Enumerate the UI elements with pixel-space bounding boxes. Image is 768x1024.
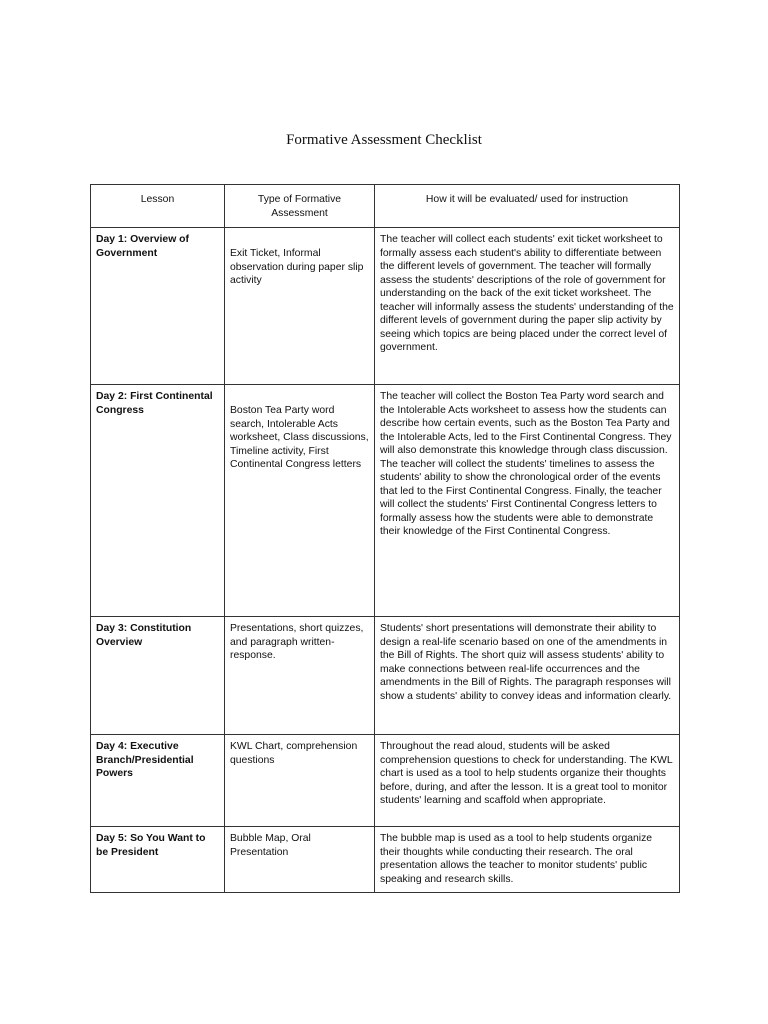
evaluation-cell <box>375 617 680 735</box>
table-row <box>91 827 680 893</box>
lesson-cell <box>91 385 225 617</box>
type-cell <box>225 385 375 617</box>
assessment-type: Boston Tea Party word search, Intolerable Acts worksheet, Class discussions, Timeline activity, First Continental Congress letters <box>230 405 369 470</box>
type-cell <box>225 617 375 735</box>
table-header-row <box>91 185 680 228</box>
type-cell <box>225 228 375 385</box>
lesson-name: Day 1: Overview of Government <box>96 234 189 259</box>
table-row <box>91 617 680 735</box>
header-type: Type of Formative Assessment <box>225 185 375 228</box>
evaluation-cell <box>375 735 680 827</box>
lesson-cell <box>91 228 225 385</box>
table-row <box>91 735 680 827</box>
evaluation-text: The bubble map is used as a tool to help students organize their thoughts while conducting their research. The oral presentation allows the teacher to monitor students' public speaking and research skills. <box>380 833 653 885</box>
evaluation-cell <box>375 228 680 385</box>
lesson-cell <box>91 617 225 735</box>
lesson-cell <box>91 735 225 827</box>
assessment-type: Bubble Map, Oral Presentation <box>230 833 311 858</box>
type-cell <box>225 735 375 827</box>
lesson-name: Day 2: First Continental Congress <box>96 391 213 416</box>
evaluation-text: Throughout the read aloud, students will be asked comprehension questions to check for understanding. The KWL chart is used as a tool to help students organize their thoughts before, during, and after the lesson. It is a great tool to monitor students' learning and scaffold when appropriate. <box>380 741 673 806</box>
page-title: Formative Assessment Checklist <box>286 132 482 148</box>
table-row <box>91 385 680 617</box>
lesson-cell <box>91 827 225 893</box>
lesson-name: Day 3: Constitution Overview <box>96 623 192 648</box>
lesson-name: Day 4: Executive Branch/Presidential Powers <box>96 741 194 779</box>
evaluation-text: The teacher will collect the Boston Tea Party word search and the Intolerable Acts worksheet to assess how the students can describe how certain events, such as the Boston Tea Party and the Intolerable Acts, led to the First Continental Congress. They will also demonstrate this knowledge through class discussion. The teacher will collect the students' timelines to assess the students' ability to show the chronological order of the events that led to the First Continental Congress. Finally, the teacher will collect the students' First Continental Congress letters to formally assess how the students were able to demonstrate their knowledge of the First Continental Congress. <box>380 391 672 537</box>
header-evaluation: How it will be evaluated/ used for instruction <box>375 185 680 228</box>
assessment-type: KWL Chart, comprehension questions <box>230 741 358 766</box>
assessment-checklist-table <box>90 184 680 893</box>
assessment-type: Presentations, short quizzes, and paragraph written-response. <box>230 623 364 661</box>
evaluation-cell <box>375 385 680 617</box>
evaluation-text: Students' short presentations will demonstrate their ability to design a real-life scenario based on one of the amendments in the Bill of Rights. The short quiz will assess students' ability to make connections between real-life occurrences and the amendments in the Bill of Rights. The paragraph responses will show a students' ability to convey ideas and information clearly. <box>380 623 672 702</box>
assessment-type: Exit Ticket, Informal observation during paper slip activity <box>230 248 364 286</box>
type-cell <box>225 827 375 893</box>
lesson-name: Day 5: So You Want to be President <box>96 833 206 858</box>
evaluation-text: The teacher will collect each students' exit ticket worksheet to formally assess each student's ability to differentiate between the different levels of government. The teacher will formally assess the students' descriptions of the role of government for understanding on the back of the exit ticket worksheet. The teacher will informally assess the students' understanding of the different levels of government during the paper slip activity by seeing which topics are being placed under the correct level of government. <box>380 234 674 353</box>
table-row <box>91 228 680 385</box>
header-lesson: Lesson <box>91 185 225 228</box>
evaluation-cell <box>375 827 680 893</box>
